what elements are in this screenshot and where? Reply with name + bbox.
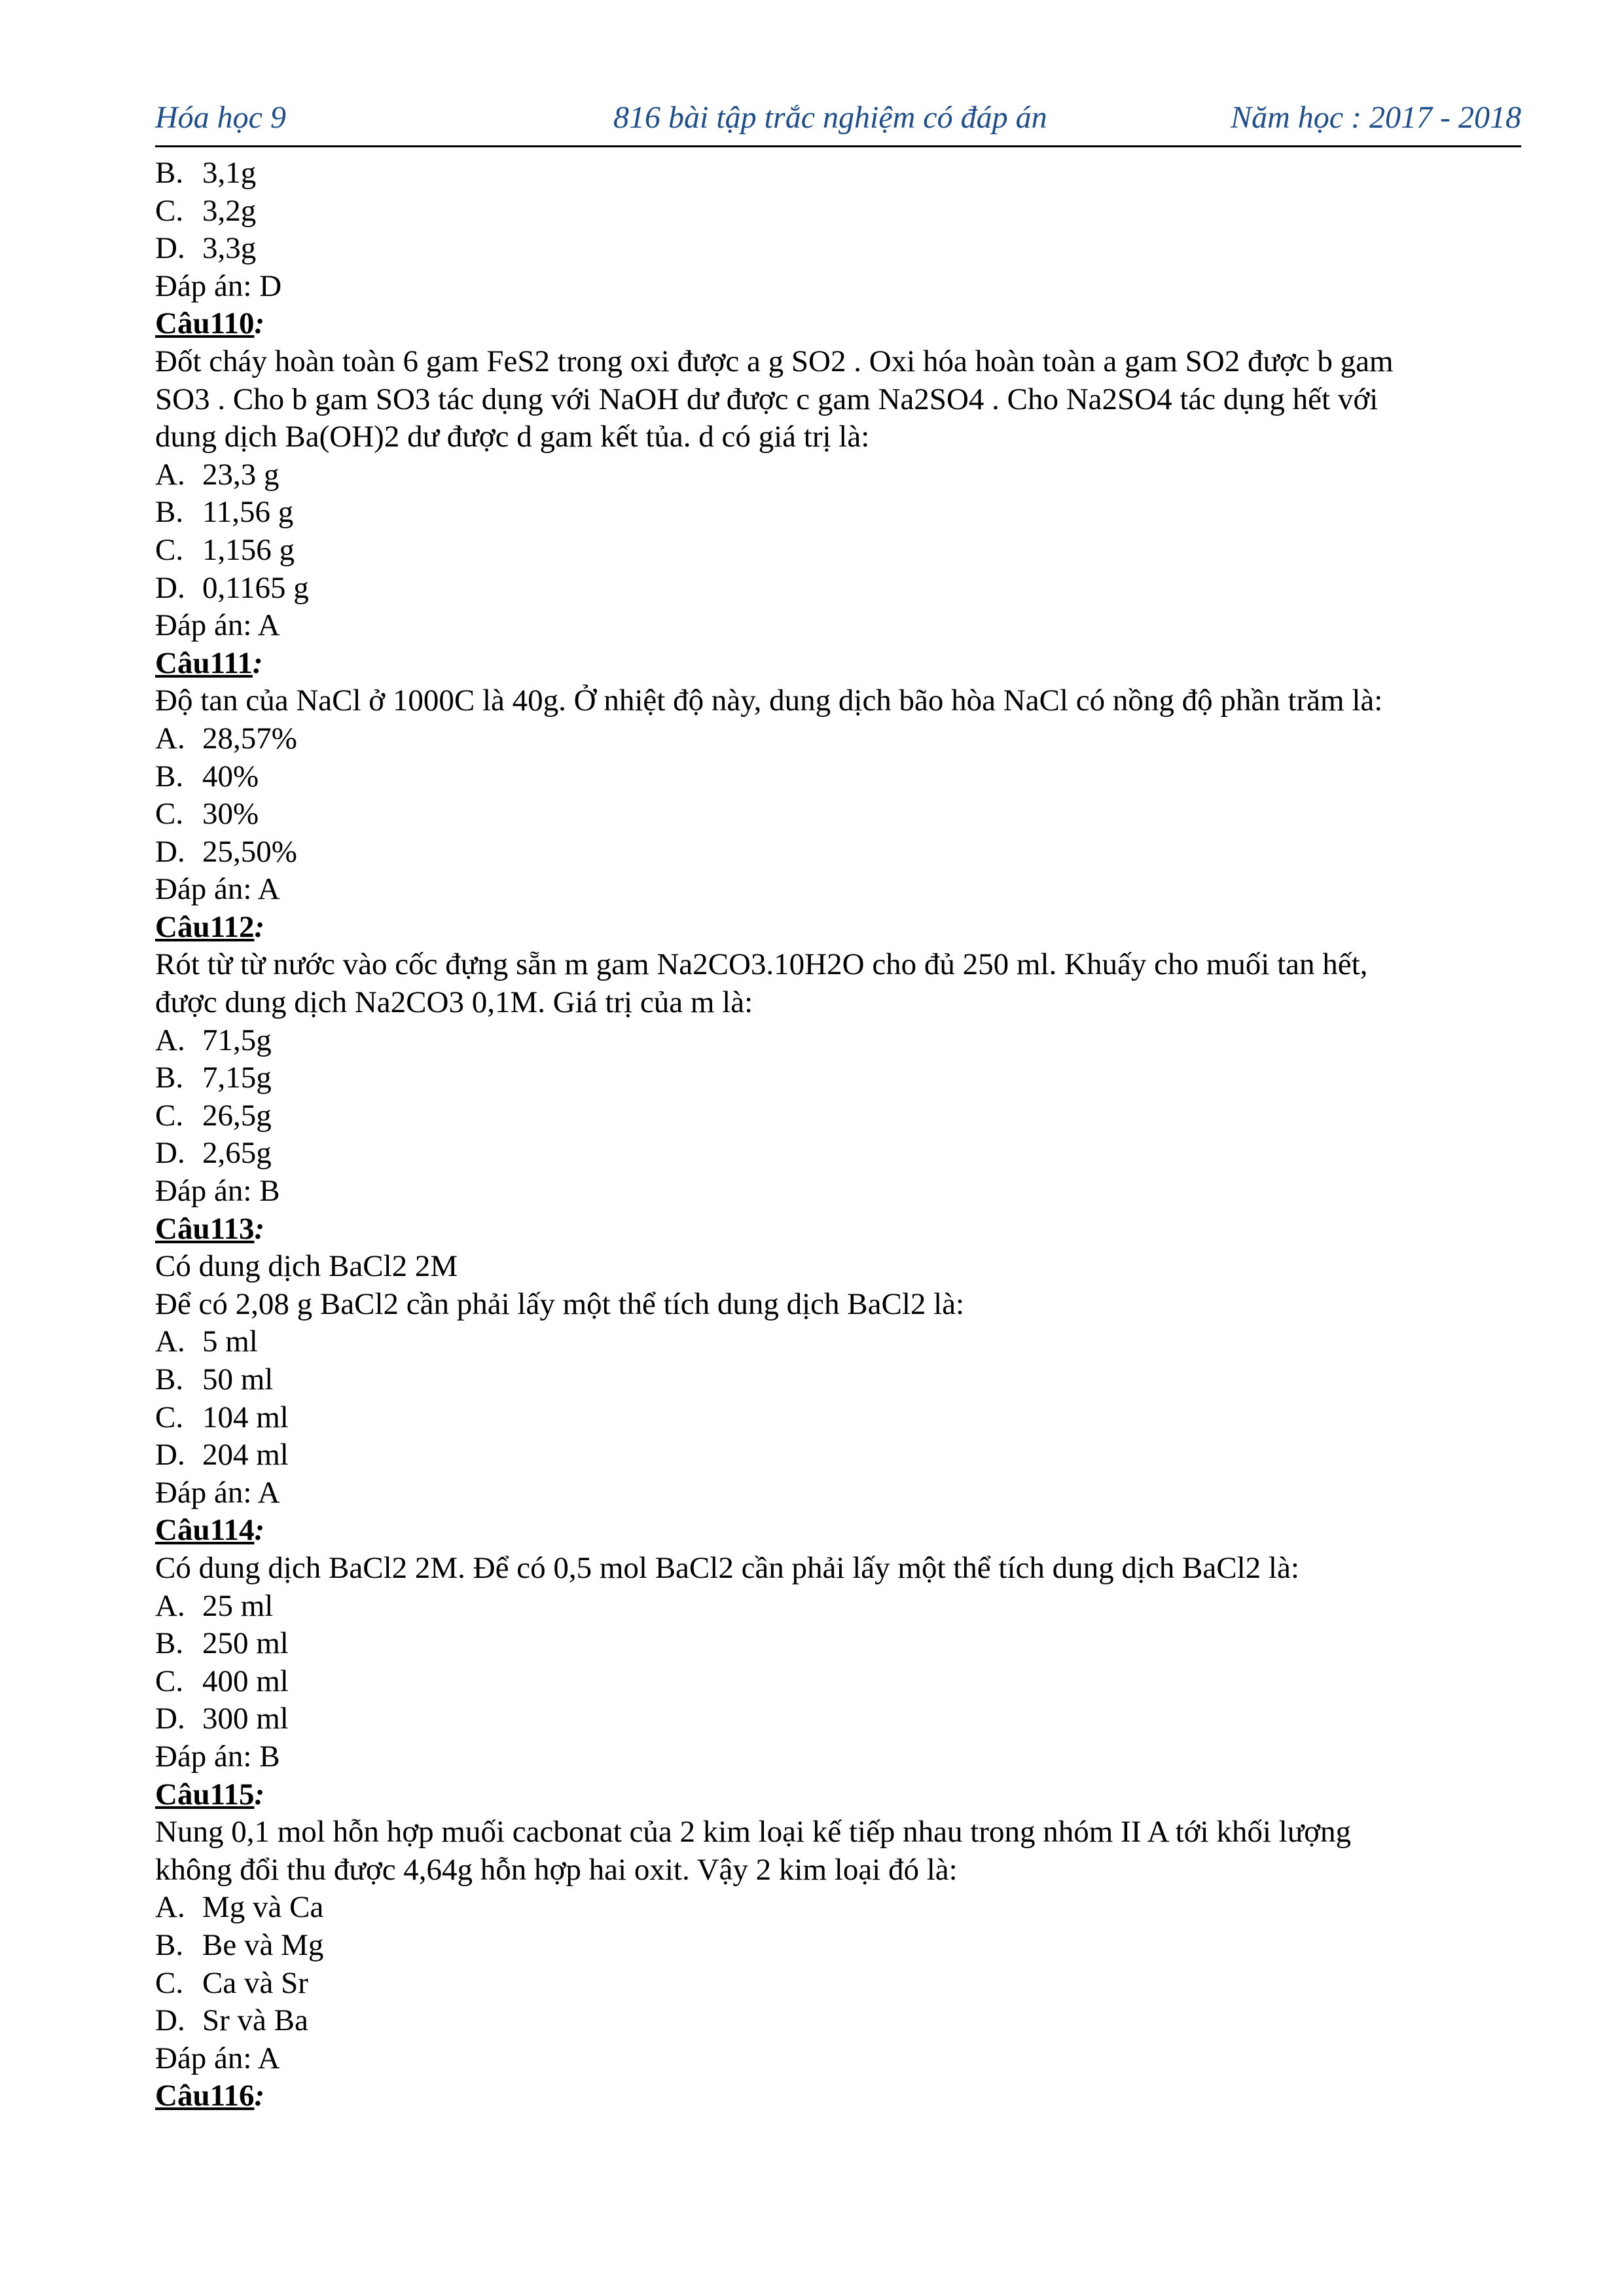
option-line — [155, 1022, 1521, 1060]
answer-line: Đáp án: A — [155, 1475, 280, 1510]
option-line — [155, 1399, 1521, 1437]
question-title — [155, 909, 1521, 947]
question-stem-line: SO3 . Cho b gam SO3 tác dụng với NaOH dư được c gam Na2SO4 . Cho Na2SO4 tác dụng hết với — [155, 382, 1379, 416]
option-line — [155, 833, 1521, 871]
option-letter: D. — [155, 1438, 185, 1472]
question-title — [155, 645, 1521, 683]
page-header — [155, 92, 1521, 147]
option-text: 23,3 g — [202, 457, 280, 492]
question-stem-line: được dung dịch Na2CO3 0,1M. Giá trị của m là: — [155, 985, 753, 1020]
option-text: 3,1g — [202, 156, 257, 190]
option-letter: D. — [155, 1702, 185, 1736]
question-stem-line: Để có 2,08 g BaCl2 cần phải lấy một thể tích dung dịch BaCl2 là: — [155, 1286, 965, 1321]
option-text: 1,156 g — [202, 532, 295, 567]
option-line — [155, 230, 1521, 268]
question-number: Câu116 — [155, 2079, 255, 2113]
question-block — [155, 1776, 1521, 2078]
question-stem-line: Có dung dịch BaCl2 2M. Để có 0,5 mol BaCl2 cần phải lấy một thể tích dung dịch BaCl2 là: — [155, 1550, 1299, 1585]
option-line — [155, 494, 1521, 532]
option-line — [155, 456, 1521, 494]
option-letter: C. — [155, 1664, 184, 1698]
question-colon: : — [252, 646, 263, 680]
question-colon: : — [254, 1211, 265, 1246]
option-line — [155, 758, 1521, 796]
option-text: 40% — [202, 759, 259, 793]
question-list — [155, 155, 1521, 2115]
option-letter: A. — [155, 1324, 185, 1359]
option-text: 104 ml — [202, 1400, 289, 1434]
option-letter: D. — [155, 231, 185, 266]
option-line — [155, 192, 1521, 230]
option-letter: C. — [155, 1965, 184, 2000]
question-stem-line: dung dịch Ba(OH)2 dư được d gam kết tủa. d có giá trị là: — [155, 420, 870, 454]
option-line — [155, 570, 1521, 608]
question-colon: : — [254, 306, 265, 341]
question-stem-line: Đốt cháy hoàn toàn 6 gam FeS2 trong oxi được a g SO2 . Oxi hóa hoàn toàn a gam SO2 được b gam — [155, 344, 1394, 378]
option-text: 50 ml — [202, 1362, 274, 1396]
question-colon: : — [254, 1777, 265, 1812]
option-text: 3,3g — [202, 231, 257, 266]
option-text: 25,50% — [202, 834, 297, 869]
question-title — [155, 1512, 1521, 1550]
question-stem-line: không đổi thu được 4,64g hỗn hợp hai oxit. Vậy 2 kim loại đó là: — [155, 1852, 958, 1887]
option-text: 26,5g — [202, 1098, 272, 1133]
answer-line: Đáp án: B — [155, 1174, 280, 1209]
option-text: 204 ml — [202, 1438, 289, 1472]
answer-line: Đáp án: A — [155, 608, 280, 643]
option-text: 250 ml — [202, 1626, 289, 1661]
option-text: Be và Mg — [202, 1927, 324, 1962]
question-number: Câu114 — [155, 1513, 255, 1548]
option-line — [155, 1663, 1521, 1701]
option-text: Ca và Sr — [202, 1965, 308, 2000]
option-line — [155, 1700, 1521, 1738]
option-line — [155, 1059, 1521, 1097]
option-text: 400 ml — [202, 1664, 289, 1698]
question-colon: : — [254, 2079, 265, 2113]
header-document-title: 816 bài tập trắc nghiệm có đáp án — [613, 100, 1047, 135]
answer-line: Đáp án: D — [155, 268, 282, 303]
option-text: 25 ml — [202, 1588, 274, 1623]
option-letter: D. — [155, 570, 185, 605]
option-line — [155, 2002, 1521, 2040]
option-line — [155, 1135, 1521, 1173]
option-line — [155, 1965, 1521, 2003]
option-text: Sr và Ba — [202, 2003, 308, 2038]
option-text: 5 ml — [202, 1324, 258, 1359]
option-text: 3,2g — [202, 193, 257, 228]
option-letter: A. — [155, 1023, 185, 1057]
option-letter: A. — [155, 1890, 185, 1925]
option-line — [155, 1588, 1521, 1626]
option-letter: B. — [155, 1362, 184, 1396]
option-letter: A. — [155, 1588, 185, 1623]
question-number: Câu115 — [155, 1777, 255, 1812]
option-line — [155, 795, 1521, 833]
option-letter: B. — [155, 495, 184, 530]
question-title — [155, 2077, 1521, 2115]
option-line — [155, 1323, 1521, 1361]
option-letter: D. — [155, 834, 185, 869]
header-subject: Hóa học 9 — [155, 100, 286, 135]
question-number: Câu112 — [155, 909, 255, 944]
option-line — [155, 1361, 1521, 1399]
questions-container — [155, 305, 1521, 2115]
option-line — [155, 1436, 1521, 1474]
option-letter: B. — [155, 759, 184, 793]
question-number: Câu111 — [155, 646, 253, 680]
option-letter: C. — [155, 532, 184, 567]
option-letter: B. — [155, 1927, 184, 1962]
option-line — [155, 155, 1521, 192]
question-title — [155, 1776, 1521, 1814]
question-stem-line: Có dung dịch BaCl2 2M — [155, 1249, 458, 1284]
question-block — [155, 2077, 1521, 2115]
answer-line: Đáp án: A — [155, 2041, 280, 2075]
option-letter: A. — [155, 457, 185, 492]
question-block — [155, 645, 1521, 909]
option-text: Mg và Ca — [202, 1890, 324, 1925]
header-school-year: Năm học : 2017 - 2018 — [1231, 100, 1521, 135]
question-number: Câu113 — [155, 1211, 255, 1246]
option-text: 0,1165 g — [202, 570, 309, 605]
option-letter: B. — [155, 1061, 184, 1095]
question-block — [155, 909, 1521, 1211]
option-line — [155, 1927, 1521, 1965]
option-letter: C. — [155, 193, 184, 228]
option-letter: C. — [155, 797, 184, 831]
option-letter: B. — [155, 156, 184, 190]
question-number: Câu110 — [155, 306, 255, 341]
question-block — [155, 1211, 1521, 1512]
option-text: 300 ml — [202, 1702, 289, 1736]
option-letter: A. — [155, 721, 185, 756]
option-letter: C. — [155, 1098, 184, 1133]
option-letter: B. — [155, 1626, 184, 1661]
option-text: 30% — [202, 797, 259, 831]
option-line — [155, 1889, 1521, 1927]
question-colon: : — [254, 909, 265, 944]
question-block — [155, 1512, 1521, 1776]
carryover-options — [155, 155, 1521, 305]
question-stem-line: Rót từ từ nước vào cốc đựng sẵn m gam Na2CO3.10H2O cho đủ 250 ml. Khuấy cho muối tan hết, — [155, 947, 1368, 982]
option-line — [155, 532, 1521, 570]
option-letter: D. — [155, 1136, 185, 1171]
option-letter: C. — [155, 1400, 184, 1434]
answer-line: Đáp án: B — [155, 1739, 280, 1774]
question-colon: : — [254, 1513, 265, 1548]
option-text: 7,15g — [202, 1061, 272, 1095]
option-text: 2,65g — [202, 1136, 272, 1171]
question-stem-line: Nung 0,1 mol hỗn hợp muối cacbonat của 2 kim loại kế tiếp nhau trong nhóm II A tới khối lượng — [155, 1815, 1352, 1850]
option-line — [155, 1097, 1521, 1135]
question-title — [155, 305, 1521, 343]
option-line — [155, 1625, 1521, 1663]
option-text: 11,56 g — [202, 495, 294, 530]
question-block — [155, 305, 1521, 644]
option-letter: D. — [155, 2003, 185, 2038]
option-text: 28,57% — [202, 721, 297, 756]
question-title — [155, 1211, 1521, 1248]
option-text: 71,5g — [202, 1023, 272, 1057]
question-stem-line: Độ tan của NaCl ở 1000C là 40g. Ở nhiệt độ này, dung dịch bão hòa NaCl có nồng độ phần trăm là: — [155, 683, 1383, 718]
answer-line: Đáp án: A — [155, 872, 280, 907]
option-line — [155, 720, 1521, 758]
